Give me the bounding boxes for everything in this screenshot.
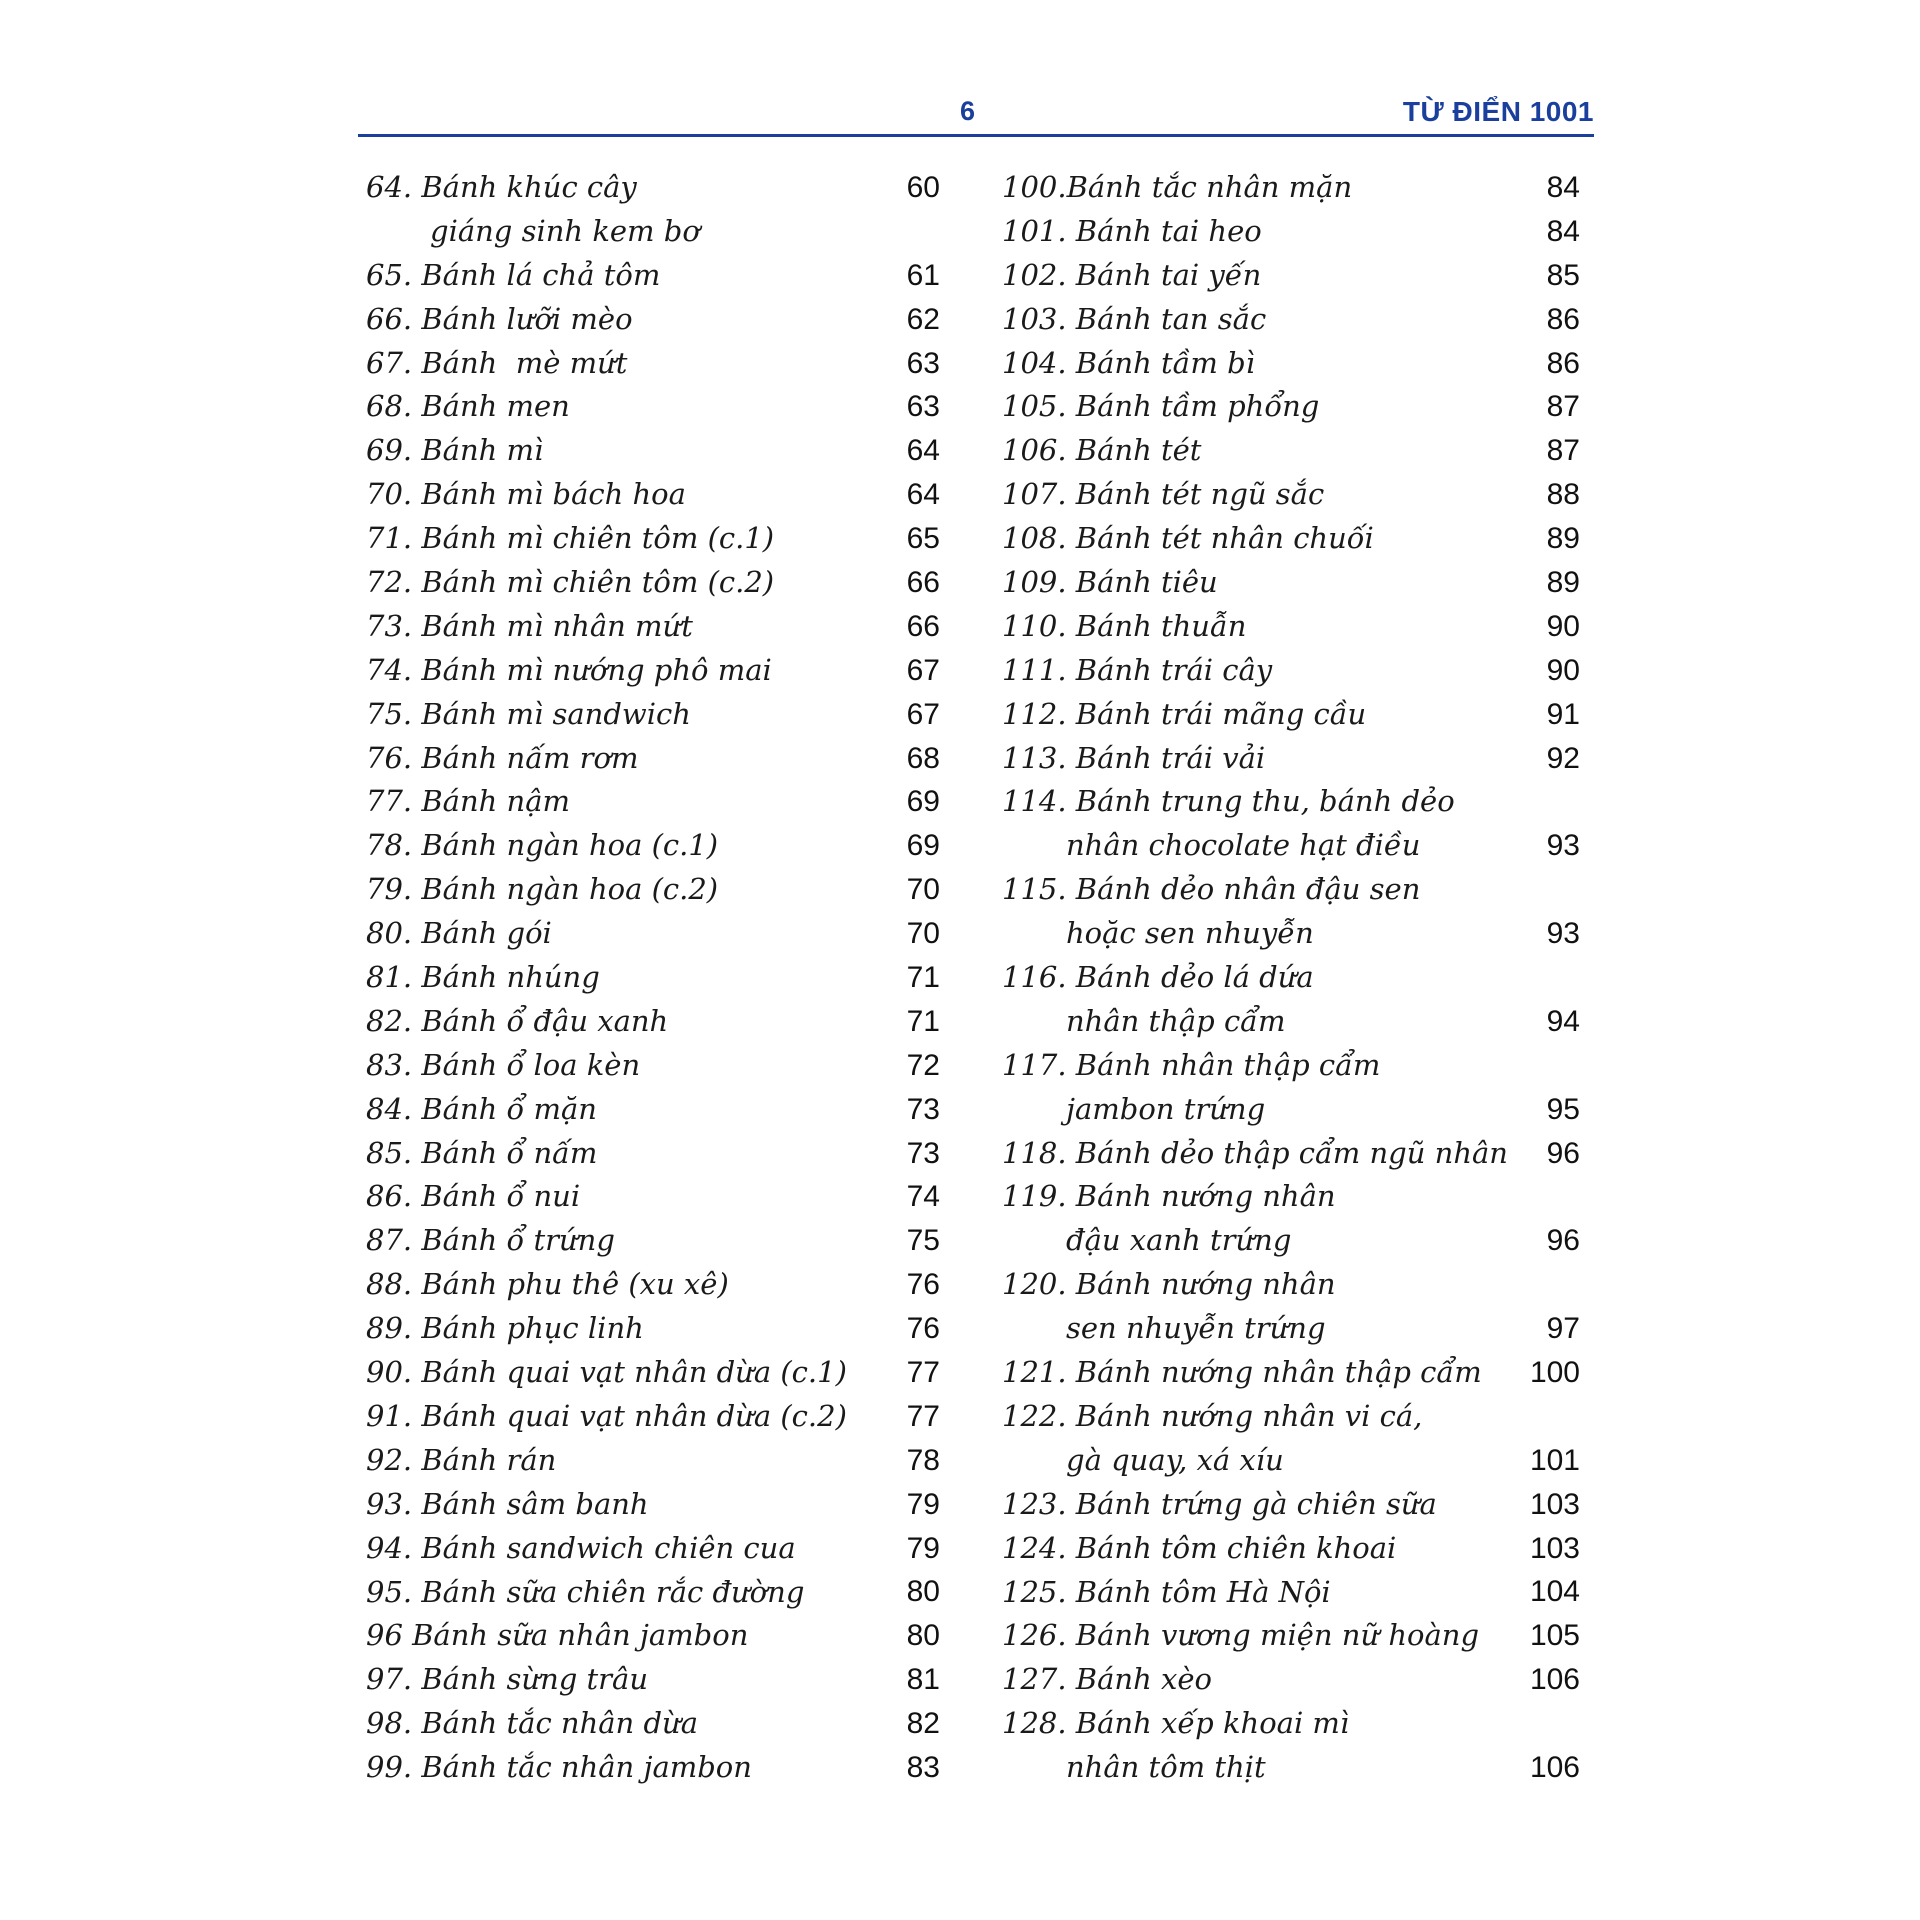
entry-title: 96 Bánh sữa nhân jambon [366, 1618, 749, 1653]
toc-entry [366, 737, 940, 781]
toc-entry [366, 1439, 940, 1483]
entry-page-number: 74 [906, 1180, 940, 1214]
entry-title: 67. Bánh mè mứt [366, 345, 628, 380]
running-header [360, 92, 1594, 136]
entry-page-number: 80 [906, 1575, 940, 1609]
entry-title: 120. Bánh nướng nhân [1002, 1267, 1336, 1302]
toc-entry [1002, 298, 1580, 342]
toc-entry [366, 693, 940, 737]
toc-entry [1002, 1044, 1580, 1132]
toc-entry [366, 1658, 940, 1702]
entry-title: 113. Bánh trái vải [1002, 740, 1266, 775]
entry-title: 90. Bánh quai vạt nhân dừa (c.1) [366, 1355, 847, 1390]
entry-page-number: 103 [1529, 1487, 1580, 1521]
toc-entry [1002, 868, 1580, 956]
entry-page-number: 80 [906, 1619, 940, 1653]
entry-page-number: 89 [1546, 566, 1580, 599]
toc-entry [366, 1000, 940, 1044]
entry-title: 121. Bánh nướng nhân thập cẩm [1002, 1355, 1482, 1390]
book-title: TỪ ĐIỂN 1001 [1402, 96, 1594, 127]
entry-title: 126. Bánh vương miện nữ hoàng [1002, 1618, 1480, 1653]
entry-page-number: 78 [906, 1443, 940, 1477]
entry-title: 94. Bánh sandwich chiên cua [366, 1530, 796, 1565]
entry-page-number: 83 [906, 1751, 940, 1785]
entry-page-number: 62 [906, 302, 940, 336]
toc-entry [366, 298, 940, 342]
entry-title: 84. Bánh ổ mặn [366, 1091, 597, 1126]
entry-page-number: 64 [906, 434, 940, 468]
entry-title: 80. Bánh gói [366, 916, 552, 951]
toc-entry [1002, 210, 1580, 254]
entry-title: 112. Bánh trái mãng cầu [1002, 696, 1367, 731]
toc-entry [366, 429, 940, 473]
entry-page-number: 63 [906, 346, 940, 380]
toc-entry [1002, 473, 1580, 517]
entry-title-continuation: đậu xanh trứng [1066, 1223, 1292, 1258]
entry-title: 107. Bánh tét ngũ sắc [1002, 477, 1325, 512]
toc-entry [366, 1702, 940, 1746]
entry-page-number: 79 [906, 1531, 940, 1565]
toc-entry [1002, 1614, 1580, 1658]
toc-entry [366, 1746, 940, 1790]
entry-page-number: 84 [1546, 170, 1580, 204]
entry-title: 78. Bánh ngàn hoa (c.1) [366, 828, 719, 863]
toc-entry [1002, 1263, 1580, 1351]
entry-page-number: 60 [906, 171, 940, 204]
entry-title: 69. Bánh mì [366, 433, 544, 468]
toc-entry [1002, 517, 1580, 561]
toc-entry [366, 1483, 940, 1527]
toc-entry [366, 868, 940, 912]
entry-title: 111. Bánh trái cây [1002, 652, 1273, 687]
entry-page-number: 76 [906, 1312, 940, 1346]
entry-page-number: 77 [906, 1356, 940, 1390]
entry-title: 82. Bánh ổ đậu xanh [366, 1003, 669, 1038]
entry-page-number: 93 [1546, 829, 1580, 863]
entry-page-number: 84 [1546, 214, 1580, 248]
entry-page-number: 71 [906, 1004, 940, 1038]
entry-title: 117. Bánh nhân thập cẩm [1002, 1047, 1381, 1082]
entry-title-continuation: giáng sinh kem bơ [430, 213, 700, 248]
toc-entry [366, 780, 940, 824]
entry-title: 109. Bánh tiêu [1002, 565, 1218, 600]
toc-entry [1002, 342, 1580, 386]
toc-entry [366, 1571, 940, 1615]
entry-title: 115. Bánh dẻo nhân đậu sen [1002, 872, 1421, 907]
entry-title: 72. Bánh mì chiên tôm (c.2) [366, 565, 775, 600]
entry-title: 104. Bánh tầm bì [1002, 345, 1255, 380]
entry-page-number: 94 [1546, 1004, 1580, 1038]
entry-page-number: 89 [1546, 522, 1580, 556]
entry-title: 125. Bánh tôm Hà Nội [1002, 1574, 1331, 1609]
entry-page-number: 69 [906, 785, 940, 819]
entry-page-number: 61 [906, 258, 940, 292]
toc-entry [1002, 1351, 1580, 1395]
toc-entry [366, 1088, 940, 1132]
toc-entry [366, 1395, 940, 1439]
entry-title: 92. Bánh rán [366, 1442, 557, 1477]
entry-title: 101. Bánh tai heo [1002, 213, 1262, 248]
entry-title: 116. Bánh dẻo lá dứa [1002, 960, 1314, 995]
entry-page-number: 92 [1546, 741, 1580, 775]
entry-title: 71. Bánh mì chiên tôm (c.1) [366, 521, 775, 556]
entry-page-number: 72 [906, 1048, 940, 1082]
toc-entry [366, 1307, 940, 1351]
entry-page-number: 66 [906, 566, 940, 599]
entry-page-number: 76 [906, 1268, 940, 1302]
toc-right-column [1002, 166, 1580, 1790]
toc-entry [366, 1175, 940, 1219]
toc-entry [1002, 429, 1580, 473]
toc-entry [366, 166, 940, 254]
entry-page-number: 67 [906, 697, 940, 731]
entry-title: 70. Bánh mì bách hoa [366, 477, 686, 512]
toc-entry [366, 342, 940, 386]
entry-title: 127. Bánh xèo [1002, 1662, 1212, 1697]
entry-title: 68. Bánh men [366, 389, 570, 424]
entry-page-number: 77 [906, 1399, 940, 1433]
entry-page-number: 96 [1546, 1136, 1580, 1170]
toc-entry [366, 1219, 940, 1263]
toc-entry [1002, 605, 1580, 649]
toc-entry [1002, 1483, 1580, 1527]
entry-title: 110. Bánh thuẫn [1002, 608, 1247, 643]
entry-title: 76. Bánh nấm rơm [366, 740, 639, 775]
entry-title: 79. Bánh ngàn hoa (c.2) [366, 872, 719, 907]
entry-title: 118. Bánh dẻo thập cẩm ngũ nhân [1002, 1135, 1508, 1170]
toc-entry [366, 1351, 940, 1395]
toc-entry [366, 254, 940, 298]
entry-title: 95. Bánh sữa chiên rắc đường [366, 1574, 805, 1609]
entry-page-number: 87 [1546, 390, 1580, 424]
entry-title: 106. Bánh tét [1002, 433, 1202, 468]
toc-entry [366, 1044, 940, 1088]
entry-page-number: 87 [1546, 434, 1580, 468]
entry-page-number: 75 [906, 1224, 940, 1258]
entry-title: 93. Bánh sâm banh [366, 1486, 649, 1521]
entry-page-number: 88 [1546, 478, 1580, 512]
entry-title: 65. Bánh lá chả tôm [366, 257, 661, 292]
entry-title: 124. Bánh tôm chiên khoai [1002, 1530, 1397, 1565]
entry-title: 119. Bánh nướng nhân [1002, 1179, 1336, 1214]
entry-page-number: 70 [906, 917, 940, 951]
entry-title: 74. Bánh mì nướng phô mai [366, 652, 772, 687]
toc-entry [1002, 385, 1580, 429]
entry-title: 86. Bánh ổ nui [366, 1179, 581, 1214]
entry-page-number: 104 [1529, 1575, 1580, 1609]
entry-page-number: 95 [1546, 1092, 1580, 1126]
entry-title-continuation: nhân thập cẩm [1066, 1003, 1286, 1038]
toc-entry [366, 1263, 940, 1307]
entry-page-number: 106 [1529, 1663, 1580, 1697]
entry-page-number: 63 [906, 390, 940, 424]
toc-entry [1002, 693, 1580, 737]
entry-title: 103. Bánh tan sắc [1002, 301, 1267, 336]
entry-page-number: 90 [1546, 653, 1580, 687]
entry-page-number: 103 [1529, 1531, 1580, 1565]
toc-entry [366, 824, 940, 868]
toc-entry [1002, 780, 1580, 868]
entry-title: 73. Bánh mì nhân mứt [366, 608, 693, 643]
toc-entry [366, 473, 940, 517]
toc-entry [366, 385, 940, 429]
entry-page-number: 93 [1546, 917, 1580, 951]
entry-title: 75. Bánh mì sandwich [366, 696, 691, 731]
toc-entry [366, 605, 940, 649]
toc-entry [1002, 1527, 1580, 1571]
toc-entry [366, 1132, 940, 1176]
entry-title-continuation: jambon trứng [1066, 1091, 1266, 1126]
entry-title: 122. Bánh nướng nhân vi cá, [1002, 1398, 1423, 1433]
entry-title: 102. Bánh tai yến [1002, 257, 1262, 292]
entry-title: 128. Bánh xếp khoai mì [1002, 1706, 1350, 1741]
entry-title: 108. Bánh tét nhân chuối [1002, 521, 1374, 556]
entry-page-number: 91 [1546, 697, 1580, 731]
entry-title: 98. Bánh tắc nhân dừa [366, 1706, 698, 1741]
page-number: 6 [960, 96, 976, 126]
entry-page-number: 73 [906, 1092, 940, 1126]
entry-page-number: 65 [906, 522, 940, 556]
entry-page-number: 96 [1546, 1224, 1580, 1258]
toc-entry [1002, 166, 1580, 210]
entry-page-number: 106 [1529, 1751, 1580, 1785]
toc-entry [1002, 561, 1580, 605]
toc-entry [1002, 254, 1580, 298]
toc-entry [1002, 956, 1580, 1044]
entry-page-number: 90 [1546, 609, 1580, 643]
entry-page-number: 97 [1546, 1312, 1580, 1346]
toc-entry [1002, 1658, 1580, 1702]
entry-title-continuation: nhân chocolate hạt điều [1066, 828, 1421, 863]
toc-entry [366, 517, 940, 561]
entry-page-number: 105 [1529, 1619, 1580, 1653]
entry-title-continuation: gà quay, xá xíu [1066, 1442, 1284, 1477]
entry-page-number: 68 [906, 741, 940, 775]
entry-title: 66. Bánh lưỡi mèo [366, 301, 633, 336]
entry-page-number: 101 [1529, 1443, 1580, 1477]
entry-title: 64. Bánh khúc cây [366, 170, 637, 204]
entry-title: 85. Bánh ổ nấm [366, 1135, 598, 1170]
toc-entry [1002, 1395, 1580, 1483]
entry-page-number: 100 [1529, 1356, 1580, 1390]
entry-title: 100.Bánh tắc nhân mặn [1002, 170, 1353, 204]
entry-page-number: 86 [1546, 302, 1580, 336]
entry-title: 87. Bánh ổ trứng [366, 1223, 615, 1258]
header-rule [358, 134, 1594, 137]
entry-page-number: 82 [906, 1707, 940, 1741]
toc-left-column [366, 166, 940, 1790]
entry-title: 77. Bánh nậm [366, 784, 570, 819]
entry-page-number: 67 [906, 653, 940, 687]
entry-title: 83. Bánh ổ loa kèn [366, 1047, 641, 1082]
entry-title: 123. Bánh trứng gà chiên sữa [1002, 1486, 1437, 1521]
entry-page-number: 85 [1546, 258, 1580, 292]
entry-page-number: 64 [906, 478, 940, 512]
entry-title: 99. Bánh tắc nhân jambon [366, 1750, 752, 1785]
entry-title-continuation: sen nhuyễn trứng [1066, 1311, 1326, 1346]
entry-title: 81. Bánh nhúng [366, 960, 600, 995]
toc-entry [1002, 1702, 1580, 1790]
entry-page-number: 66 [906, 609, 940, 643]
entry-title: 105. Bánh tầm phổng [1002, 389, 1320, 424]
toc-entry [366, 561, 940, 605]
entry-page-number: 81 [906, 1663, 940, 1697]
entry-title: 88. Bánh phu thê (xu xê) [366, 1267, 729, 1302]
entry-title: 114. Bánh trung thu, bánh dẻo [1002, 784, 1455, 819]
toc-entry [366, 1527, 940, 1571]
entry-page-number: 73 [906, 1136, 940, 1170]
toc-entry [1002, 1175, 1580, 1263]
toc-entry [1002, 1571, 1580, 1615]
entry-page-number: 86 [1546, 346, 1580, 380]
entry-page-number: 79 [906, 1487, 940, 1521]
toc-entry [1002, 1132, 1580, 1176]
toc-entry [366, 649, 940, 693]
entry-title-continuation: hoặc sen nhuyễn [1066, 916, 1314, 951]
entry-title: 97. Bánh sừng trâu [366, 1662, 649, 1697]
toc-entry [366, 956, 940, 1000]
toc-entry [366, 912, 940, 956]
entry-page-number: 70 [906, 873, 940, 907]
entry-page-number: 69 [906, 829, 940, 863]
toc-entry [366, 1614, 940, 1658]
toc-entry [1002, 737, 1580, 781]
entry-title-continuation: nhân tôm thịt [1066, 1750, 1266, 1785]
entry-page-number: 71 [906, 961, 940, 995]
entry-title: 89. Bánh phục linh [366, 1311, 644, 1346]
toc-entry [1002, 649, 1580, 693]
entry-title: 91. Bánh quai vạt nhân dừa (c.2) [366, 1398, 847, 1433]
